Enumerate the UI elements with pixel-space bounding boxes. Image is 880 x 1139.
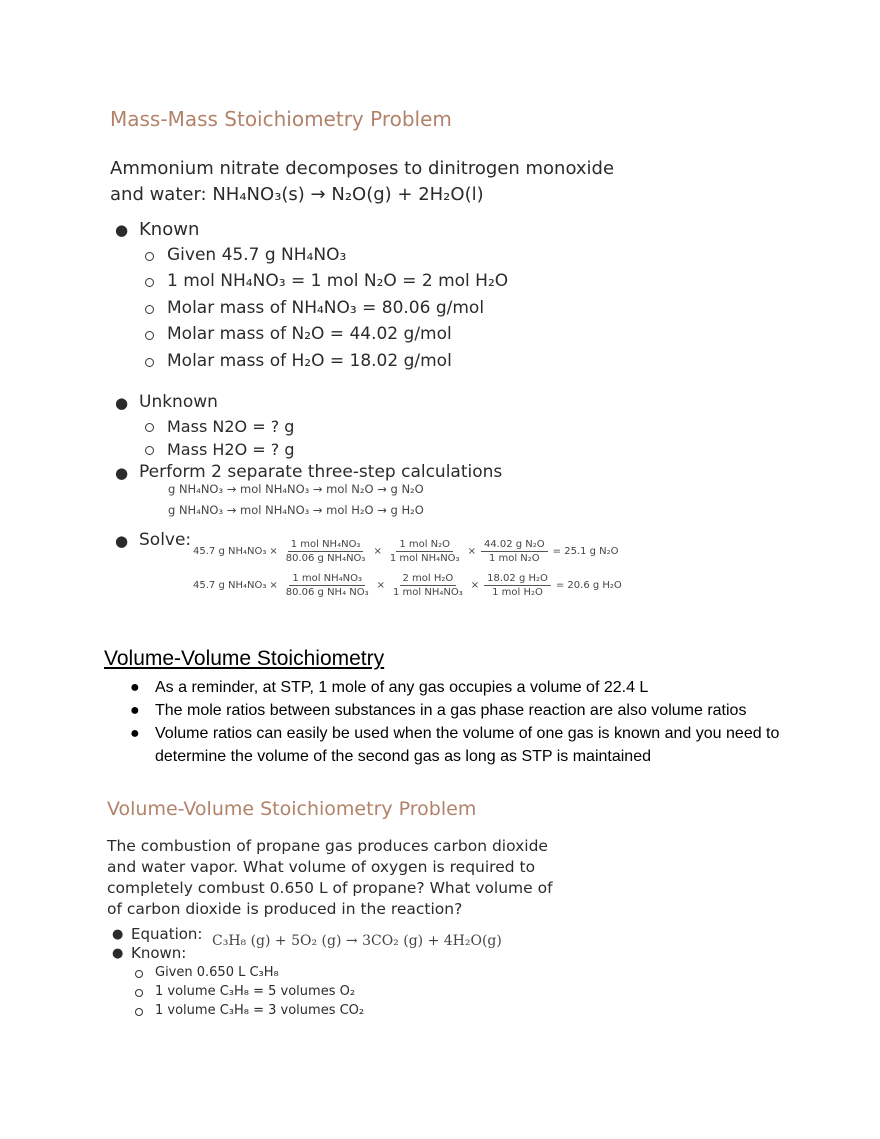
volume-volume-list — [130, 676, 810, 768]
eq2-start: 45.7 g NH₄NO₃ — [193, 580, 267, 591]
known-item-ratio: 1 mol NH₄NO₃ = 1 mol N₂O = 2 mol H₂O — [167, 271, 509, 291]
unknown-item-h2o: Mass H2O = ? g — [167, 440, 295, 459]
eq1-factor-2 — [387, 539, 463, 564]
perform-label: Perform 2 separate three-step calculations — [139, 462, 503, 482]
bullet-dot: ● — [112, 946, 124, 961]
bullet-dot: ● — [115, 464, 129, 482]
solve-equation-1 — [193, 539, 622, 564]
eq2-f2-num: 2 mol H₂O — [400, 573, 457, 586]
known-label-2: Known: — [131, 944, 187, 962]
bullet-dot: ● — [130, 679, 140, 696]
bullet-circle — [145, 278, 154, 287]
bullet-dot: ● — [115, 532, 129, 550]
bullet-circle — [135, 989, 143, 997]
eq1-f2-num: 1 mol N₂O — [396, 539, 453, 552]
bullet-dot: ● — [130, 725, 140, 742]
list-item — [130, 722, 810, 768]
eq1-start: 45.7 g NH₄NO₃ — [193, 546, 267, 557]
intro-line-1: Ammonium nitrate decomposes to dinitrogen monoxide — [110, 158, 615, 179]
times-sign: × — [470, 580, 480, 591]
bullet-dot: ● — [115, 394, 129, 412]
known-item-given-volume: Given 0.650 L C₃H₈ — [155, 965, 279, 980]
volume-volume-heading: Volume-Volume Stoichiometry — [104, 647, 385, 670]
intro-line: The combustion of propane gas produces carbon dioxide — [107, 837, 548, 855]
list-item — [130, 676, 810, 699]
unknown-item-n2o: Mass N2O = ? g — [167, 417, 295, 436]
bullet-circle — [145, 305, 154, 314]
bullet-circle — [135, 970, 143, 978]
times-sign: × — [269, 546, 278, 557]
bullet-circle — [145, 423, 154, 432]
mass-mass-title: Mass-Mass Stoichiometry Problem — [110, 107, 452, 131]
bullet-circle — [145, 252, 154, 261]
combustion-equation: C₃H₈ (g) + 5O₂ (g) → 3CO₂ (g) + 4H₂O(g) — [212, 933, 502, 949]
times-sign: × — [373, 546, 382, 557]
volume-problem-title: Volume-Volume Stoichiometry Problem — [107, 798, 477, 820]
eq2-f3-num: 18.02 g H₂O — [484, 573, 551, 586]
calc-chain-1: g NH₄NO₃ → mol NH₄NO₃ → mol N₂O → g N₂O — [168, 482, 424, 496]
eq2-factor-3 — [484, 573, 551, 598]
known-item-o2-ratio: 1 volume C₃H₈ = 5 volumes O₂ — [155, 984, 356, 999]
eq1-factor-1 — [283, 539, 369, 564]
volume-problem-intro — [107, 836, 553, 920]
eq2-result: = 20.6 g H₂O — [555, 580, 622, 591]
known-item-co2-ratio: 1 volume C₃H₈ = 3 volumes CO₂ — [155, 1003, 365, 1018]
bullet-dot: ● — [130, 702, 140, 719]
known-item-molar-mass-n2o: Molar mass of N₂O = 44.02 g/mol — [167, 324, 452, 344]
eq1-f1-den: 80.06 g NH₄NO₃ — [285, 553, 366, 564]
calc-chain-2: g NH₄NO₃ → mol NH₄NO₃ → mol H₂O → g H₂O — [168, 503, 424, 517]
times-sign: × — [467, 546, 476, 557]
bullet-dot: ● — [112, 927, 124, 942]
mass-mass-intro — [110, 156, 614, 208]
eq1-f3-num: 44.02 g N₂O — [481, 539, 548, 552]
solve-label: Solve: — [139, 530, 192, 550]
solve-equation-2 — [193, 573, 625, 598]
eq2-factor-1 — [283, 573, 372, 598]
times-sign: × — [269, 580, 278, 591]
known-label: Known — [139, 219, 200, 240]
bullet-circle — [145, 446, 154, 455]
eq2-f3-den: 1 mol H₂O — [492, 587, 543, 598]
eq1-f3-den: 1 mol N₂O — [488, 553, 540, 564]
list-item-text: Volume ratios can easily be used when the volume of one gas is known and you need to determine the volume of the second gas as long as STP is maintained — [155, 725, 780, 765]
eq1-f1-num: 1 mol NH₄NO₃ — [288, 539, 364, 552]
list-item — [130, 699, 810, 722]
bullet-circle — [135, 1008, 143, 1016]
eq2-factor-2 — [390, 573, 466, 598]
equation-label: Equation: — [131, 925, 203, 943]
list-item-text: As a reminder, at STP, 1 mole of any gas occupies a volume of 22.4 L — [155, 679, 649, 696]
eq2-f1-num: 1 mol NH₄NO₃ — [289, 573, 365, 586]
eq2-f2-den: 1 mol NH₄NO₃ — [393, 587, 463, 598]
unknown-label: Unknown — [139, 392, 218, 412]
eq2-f1-den: 80.06 g NH₄ NO₃ — [285, 587, 369, 598]
known-item-molar-mass-nh4no3: Molar mass of NH₄NO₃ = 80.06 g/mol — [167, 298, 485, 318]
bullet-circle — [145, 358, 154, 367]
times-sign: × — [376, 580, 386, 591]
known-item-given: Given 45.7 g NH₄NO₃ — [167, 245, 347, 265]
eq1-factor-3 — [481, 539, 548, 564]
intro-line: completely combust 0.650 L of propane? What volume of — [107, 879, 553, 897]
bullet-circle — [145, 331, 154, 340]
intro-line: of carbon dioxide is produced in the reaction? — [107, 900, 463, 918]
list-item-text: The mole ratios between substances in a gas phase reaction are also volume ratios — [155, 702, 747, 719]
bullet-dot: ● — [115, 221, 129, 239]
intro-line-2: and water: NH₄NO₃(s) → N₂O(g) + 2H₂O(l) — [110, 184, 484, 205]
known-item-molar-mass-h2o: Molar mass of H₂O = 18.02 g/mol — [167, 351, 452, 371]
eq1-f2-den: 1 mol NH₄NO₃ — [389, 553, 460, 564]
intro-line: and water vapor. What volume of oxygen is required to — [107, 858, 536, 876]
eq1-result: = 25.1 g N₂O — [552, 546, 619, 557]
